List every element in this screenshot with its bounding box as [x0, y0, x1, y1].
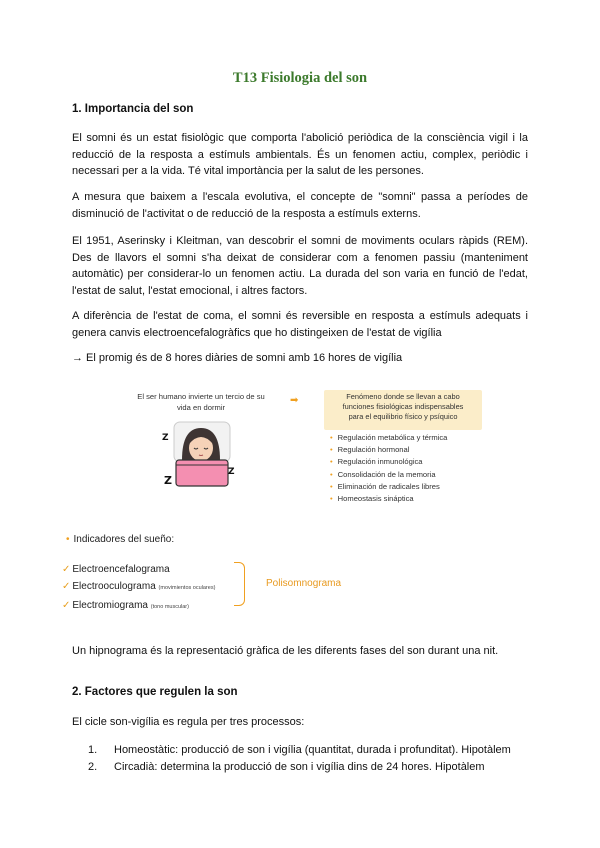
function-box-text — [324, 392, 482, 422]
section2-intro: El cicle son-vigília es regula per tres processos: — [72, 716, 305, 728]
bullet-icon: • — [66, 534, 70, 545]
function-list — [330, 432, 447, 505]
list-item: • Regulación metabólica y térmica — [330, 432, 447, 444]
list-item — [72, 742, 511, 759]
z-letter: Z — [162, 433, 169, 443]
text-line: El somni és un estat fisiològic que comporta l'abolició periòdica de la consciència vigil i la — [72, 132, 528, 144]
list-item — [72, 759, 511, 776]
list-number: 2. — [88, 760, 98, 773]
list-item: • Consolidación de la memoria — [330, 469, 447, 481]
list-item: • Regulación hormonal — [330, 444, 447, 456]
text-line: disminució de l'activitat o de reducció de la resposta a estímuls externs. — [72, 207, 421, 220]
section1-heading: 1. Importancia del son — [72, 103, 194, 115]
list-number: 1. — [88, 744, 98, 756]
box-line: funciones fisiológicas indispensables — [342, 402, 464, 411]
indicator-note: (tono muscular) — [150, 604, 189, 610]
indicator-name: Electrooculograma — [72, 581, 156, 592]
polisomnograma-label: Polisomnograma — [266, 578, 342, 589]
caption-line: El ser humano invierte un tercio de su — [137, 392, 265, 401]
indicators-list — [62, 561, 215, 616]
average-sleep-note: → El promig és de 8 hores diàries de somni amb 16 hores de vigília — [72, 352, 403, 364]
hipnograma-paragraph: Un hipnograma és la representació gràfica de les diferents fases del son durant una nit. — [72, 645, 499, 657]
text-line: genera canvis electroencefalogràfics que ho distingeixen de l'estat de vigília — [72, 326, 442, 339]
indicator-name: Electroencefalograma — [72, 564, 170, 575]
text-line: A diferència de l'estat de coma, el somni és reversible en resposta a estímuls adequats i — [72, 310, 528, 322]
indicators-title — [66, 534, 174, 545]
box-line: Fenómeno donde se llevan a cabo — [346, 392, 460, 401]
list-item — [62, 578, 215, 597]
list-item — [62, 597, 215, 616]
check-icon: ✓ — [62, 564, 71, 575]
box-line: para el equilibrio físico y psíquico — [348, 412, 458, 421]
text-line: necessari per a la vida. Té vital importància per la salut de les persones. — [72, 165, 424, 177]
paragraph-3 — [72, 233, 528, 299]
right-arrow-icon: ➡ — [290, 395, 299, 406]
text-line: reducció de la resposta a estímuls ambientals. És un fenomen actiu, complex, periòdic i — [72, 148, 528, 161]
sleeping-person-illustration — [160, 418, 242, 492]
text-line: A mesura que baixem a l'escala evolutiva, el concepte de "somni" passa a períodes de — [72, 191, 528, 203]
list-text: Homeostàtic: producció de son i vigília (quantitat, durada i profunditat). Hipotàlem — [114, 744, 511, 756]
text-line: Des de llavors el somni s'ha deixat de considerar com a fenomen passiu (manteniment — [72, 251, 528, 264]
indicators-title-text: Indicadores del sueño: — [73, 534, 175, 545]
indicator-name: Electromiograma — [72, 600, 148, 611]
list-text: Circadià: determina la producció de son i vigília dins de 24 hores. Hipotàlem — [114, 760, 485, 773]
indicator-note: (movimientos oculares) — [158, 585, 216, 591]
document-title: T13 Fisiologia del son — [232, 70, 368, 86]
list-item: • Homeostasis sináptica — [330, 493, 447, 505]
z-letter: Z — [228, 467, 235, 477]
text-line: l'estat de salut, l'estat emocional, i altres factors. — [72, 284, 308, 297]
check-icon: ✓ — [62, 600, 71, 611]
figure-left-caption — [128, 391, 274, 413]
z-letter: Z — [164, 474, 172, 487]
paragraph-1 — [72, 130, 528, 180]
paragraph-2 — [72, 189, 528, 222]
text-line: El 1951, Aserinsky i Kleitman, van descobrir el somni de moviments oculars ràpids (REM). — [72, 235, 528, 247]
paragraph-4 — [72, 308, 528, 341]
section2-heading: 2. Factores que regulen la son — [72, 686, 238, 698]
list-item — [62, 561, 215, 578]
text-line: automàtic) per considerar-lo un fenomen actiu. La durada del son varia en funció de l'edat, — [72, 268, 528, 280]
brace-icon — [234, 562, 245, 606]
list-item: • Eliminación de radicales libres — [330, 481, 447, 493]
list-item: • Regulación inmunológica — [330, 456, 447, 468]
process-list — [72, 742, 511, 775]
check-icon: ✓ — [62, 581, 71, 592]
caption-line: vida en dormir — [176, 403, 226, 412]
